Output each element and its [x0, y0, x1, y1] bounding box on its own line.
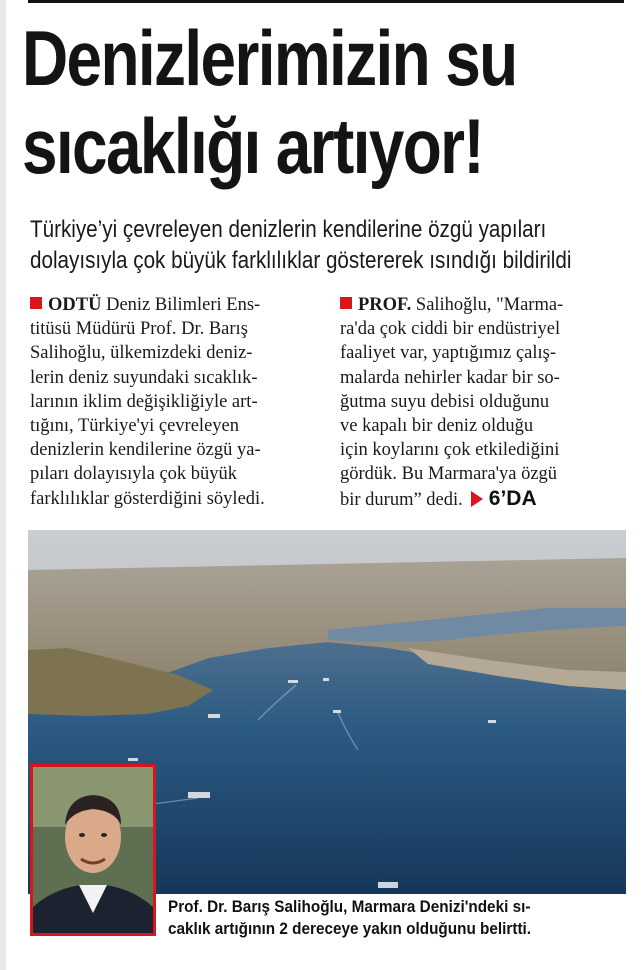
caption-line-1: Prof. Dr. Barış Salihoğlu, Marmara Denizi'ndeki sı- [168, 897, 531, 916]
article-column-left [30, 293, 330, 511]
subheadline-line-1: Türkiye’yi çevreleyen denizlerin kendilerine özgü yapıları [30, 216, 547, 243]
play-arrow-icon [471, 491, 483, 507]
column-left-line: lerin deniz suyundaki sıcaklık- [30, 367, 258, 388]
red-square-bullet-icon [30, 297, 42, 309]
caption-line-2: caklık artığının 2 dereceye yakın olduğunu belirtti. [168, 919, 532, 938]
column-right-line [340, 293, 640, 317]
column-left-line: larının iklim değişikliğiyle art- [30, 391, 258, 412]
column-right-line: faaliyet var, yaptığımız çalış- [340, 343, 557, 364]
column-left-lead: ODTÜ [48, 295, 102, 315]
column-right-text: bir durum” dedi. [340, 489, 463, 510]
column-left-line: pıları dolayısıyla çok büyük [30, 464, 238, 485]
portrait-photo [30, 764, 156, 936]
column-left-line: farklılıklar gösterdiğini söyledi. [30, 488, 265, 509]
column-right-line: gördük. Bu Marmara'ya özgü [340, 464, 558, 485]
column-right-lead: PROF. [358, 295, 412, 315]
column-right-line: ğutma suyu debisi olduğunu [340, 391, 550, 412]
column-left-line: tığını, Türkiye'yi çevreleyen [30, 416, 239, 437]
headline-line-2: sıcaklığı artıyor! [22, 102, 484, 190]
column-left-line [30, 293, 330, 317]
column-left-line: denizlerin kendilerine özgü ya- [30, 440, 261, 461]
column-right-text: Salihoğlu, "Marma- [411, 295, 564, 315]
column-left-text: Deniz Bilimleri Ens- [101, 295, 261, 315]
column-left-line: Salihoğlu, ülkemizdeki deniz- [30, 343, 253, 364]
column-right-line: için koylarını çok etkilediğini [340, 440, 560, 461]
red-square-bullet-icon [340, 297, 352, 309]
column-right-line: malarda nehirler kadar bir so- [340, 367, 560, 388]
top-rule [28, 0, 624, 3]
article-column-right [340, 293, 640, 512]
column-left-line: titüsü Müdürü Prof. Dr. Barış [30, 319, 248, 340]
headline [22, 14, 522, 190]
headline-line-1: Denizlerimizin su [22, 14, 517, 102]
column-right-line: ve kapalı bir deniz olduğu [340, 416, 534, 437]
subheadline [30, 214, 615, 276]
page-edge [0, 0, 6, 970]
continued-on-page-link[interactable]: 6’DA [488, 486, 537, 510]
column-right-line: ra'da çok ciddi bir endüstriyel [340, 319, 561, 340]
photo-caption [168, 896, 591, 940]
column-right-line [340, 487, 640, 512]
subheadline-line-2: dolayısıyla çok büyük farklılıklar göstererek ısındığı bildirildi [30, 247, 572, 274]
